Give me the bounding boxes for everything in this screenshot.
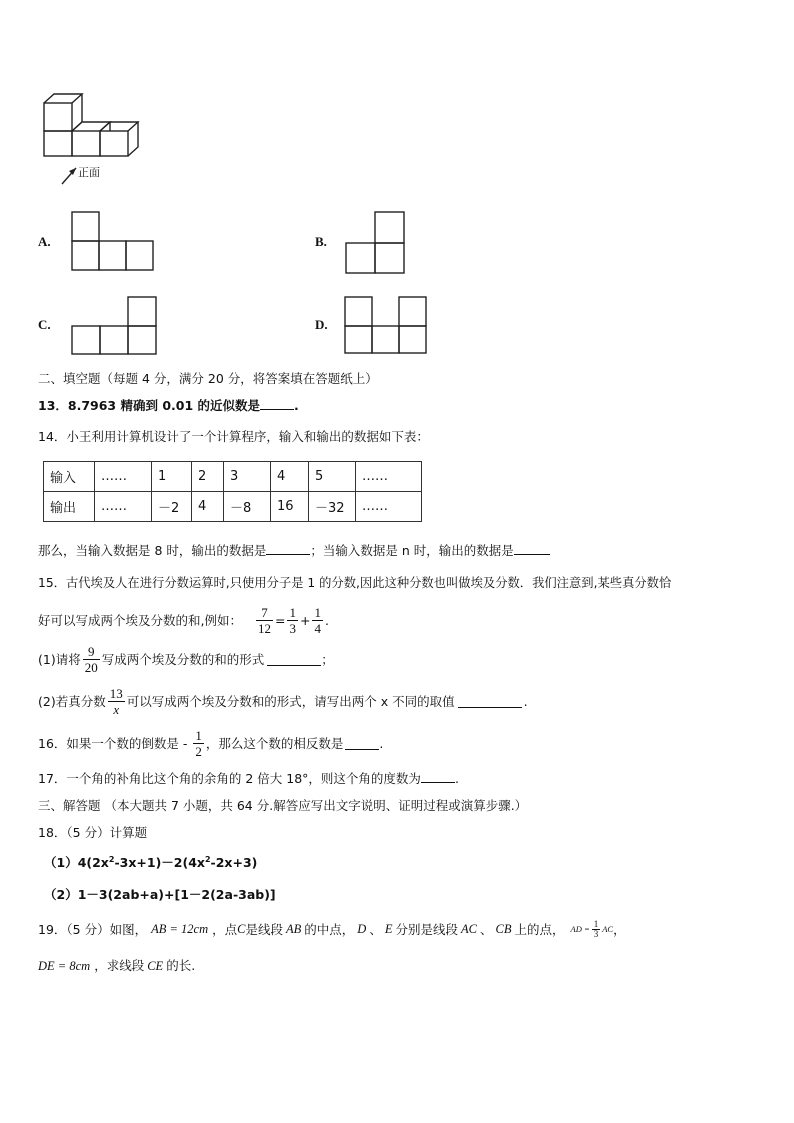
q19-ad-rhs: AC <box>602 924 614 934</box>
section-3-heading: 三、解答题 （本大题共 7 小题，共 64 分.解答应写出文字说明、证明过程或演算步骤.） <box>38 798 528 813</box>
q18-part-2 <box>44 885 276 903</box>
q15-part-2 <box>38 680 528 722</box>
q17-text: 17．一个角的补角比这个角的余角的 2 倍大 18°，则这个角的度数为 <box>38 771 421 786</box>
q19-point-e: E <box>384 921 393 936</box>
q19-text: 的中点， <box>304 922 355 937</box>
q19-point-d: D <box>357 921 367 936</box>
table-cell: 2 <box>192 462 224 492</box>
q18-part-1-expr-c: -2x+3) <box>210 855 258 870</box>
q19-text: 的长. <box>166 958 196 973</box>
q19-text: ，点 <box>212 922 238 937</box>
q16-blank <box>345 737 379 750</box>
table-cell: 5 <box>309 462 356 492</box>
q16-end: . <box>379 735 384 751</box>
table-cell: …… <box>95 492 152 522</box>
q17-end: . <box>454 771 459 786</box>
question-13 <box>38 396 299 414</box>
q19-text: 、 <box>369 922 382 937</box>
q15-line-2-prefix: 好可以写成两个埃及分数的和,例如： <box>38 613 242 628</box>
q15-example-fraction-b: $\frac{1}{4}$ <box>314 604 321 636</box>
q14-follow-up <box>38 541 550 559</box>
option-a-label: A. <box>38 234 51 249</box>
option-b-label: B. <box>315 234 327 249</box>
q18-part-2-expr: 1－3(2ab+a)+[1－2(2a-3ab)] <box>77 887 276 902</box>
q15-line-2 <box>38 600 329 640</box>
equals-sign: = <box>274 612 286 628</box>
table-cell: 4 <box>271 462 309 492</box>
q15-part-2-end: . <box>523 693 528 709</box>
table-cell: …… <box>356 492 422 522</box>
q13-text: 13．8.7963 精确到 0.01 的近似数是 <box>38 398 261 413</box>
cube-figure <box>36 88 166 188</box>
q19-text: 、 <box>479 922 493 937</box>
q18-part-1-label: （1） <box>44 855 78 870</box>
table-cell: －8 <box>224 492 271 522</box>
question-17 <box>38 769 459 787</box>
q18-title: 18．（5 分）计算题 <box>38 825 148 840</box>
q15-example-fraction: $\frac{7}{12}$ <box>257 604 271 636</box>
q14-blank-1 <box>266 542 310 555</box>
q15-part-2-suffix: 可以写成两个埃及分数和的形式，请写出两个 x 不同的取值 <box>126 694 455 709</box>
q19-text: 上的点， <box>514 922 565 937</box>
q19-text: ， <box>613 922 626 937</box>
table-cell: …… <box>356 462 422 492</box>
q15-line-1: 15．古代埃及人在进行分数运算时,只使用分子是 1 的分数,因此这种分数也叫做埃及分数．我们注意到,某些真分数恰 <box>38 576 672 590</box>
q15-part-1-blank <box>267 653 321 666</box>
table-cell: 4 <box>192 492 224 522</box>
q19-text: 是线段 <box>245 922 283 937</box>
table-cell: 1 <box>152 462 192 492</box>
q19-ad-lhs: AD = <box>570 924 590 934</box>
exponent: 2 <box>108 854 115 864</box>
q15-part-2-blank <box>458 695 522 708</box>
table-row-input <box>44 462 422 492</box>
q15-part-1 <box>38 639 334 679</box>
q14-follow-a: 那么，当输入数据是 8 时，输出的数据是 <box>38 543 267 558</box>
q19-text: ，求线段 <box>94 958 145 973</box>
q19-point-c: C <box>237 921 246 936</box>
table-cell: －2 <box>152 492 192 522</box>
q16-fraction: $\frac{1}{2}$ <box>195 727 202 759</box>
q16-suffix: ，那么这个数的相反数是 <box>205 736 344 751</box>
plus-sign: + <box>299 612 311 628</box>
q17-blank <box>421 770 455 783</box>
q13-blank <box>260 397 294 410</box>
q16-prefix: 16．如果一个数的倒数是 - <box>38 736 188 751</box>
table-cell: …… <box>95 462 152 492</box>
period: . <box>324 612 329 628</box>
table-cell: 3 <box>224 462 271 492</box>
option-d-label: D. <box>315 317 328 332</box>
table-cell: 16 <box>271 492 309 522</box>
q19-text: 分别是线段 <box>395 922 458 937</box>
q19-line-1 <box>38 913 626 945</box>
table-cell: －32 <box>309 492 356 522</box>
q15-part-1-fraction: $\frac{9}{20}$ <box>84 643 98 675</box>
table-cell: 输入 <box>44 462 95 492</box>
q15-part-1-prefix: (1)请将 <box>38 652 81 667</box>
q18-part-2-label: （2） <box>44 887 78 902</box>
table-row-output <box>44 492 422 522</box>
option-c-label: C. <box>38 317 51 332</box>
exponent: 2 <box>204 854 211 864</box>
q15-part-1-end: ； <box>321 652 334 667</box>
option-b-figure <box>345 211 407 275</box>
q15-part-1-suffix: 写成两个埃及分数的和的形式 <box>101 652 265 667</box>
q15-part-2-prefix: (2)若真分数 <box>38 694 106 709</box>
q18-part-1-expr-b: -3x+1)－2(4x <box>114 855 205 870</box>
q19-ab-length: AB = 12cm <box>151 921 209 936</box>
section-2-heading: 二、填空题（每题 4 分，满分 20 分，将答案填在答题纸上） <box>38 371 378 386</box>
q19-lead: 19．（5 分）如图， <box>38 922 148 937</box>
q19-line-2 <box>38 956 195 974</box>
q18-part-1 <box>44 853 257 871</box>
table-cell: 输出 <box>44 492 95 522</box>
question-16 <box>38 722 383 764</box>
q13-end: . <box>294 398 299 413</box>
q14-follow-b: ；当输入数据是 n 时，输出的数据是 <box>310 543 514 558</box>
q19-segment-ac: AC <box>461 921 477 936</box>
q18-part-1-expr-a: 4(2x <box>77 855 109 870</box>
q19-segment-cb: CB <box>495 921 512 936</box>
q14-blank-2 <box>514 542 550 555</box>
io-table <box>43 461 422 522</box>
question-14: 14．小王利用计算机设计了一个计算程序，输入和输出的数据如下表： <box>38 429 429 444</box>
q19-segment-ce: CE <box>147 959 164 973</box>
q19-segment-ab: AB <box>286 921 302 936</box>
option-c-figure <box>71 296 159 356</box>
option-d-figure <box>344 296 430 356</box>
q15-example-fraction-a: $\frac{1}{3}$ <box>289 604 296 636</box>
front-label: 正面 <box>78 166 100 179</box>
option-a-figure <box>71 211 157 273</box>
q15-part-2-fraction: $\frac{13}{x}$ <box>109 685 123 717</box>
q19-de-length: DE = 8cm <box>38 959 91 973</box>
q19-ad-fraction: $\frac{1}{3}$ <box>593 918 599 939</box>
